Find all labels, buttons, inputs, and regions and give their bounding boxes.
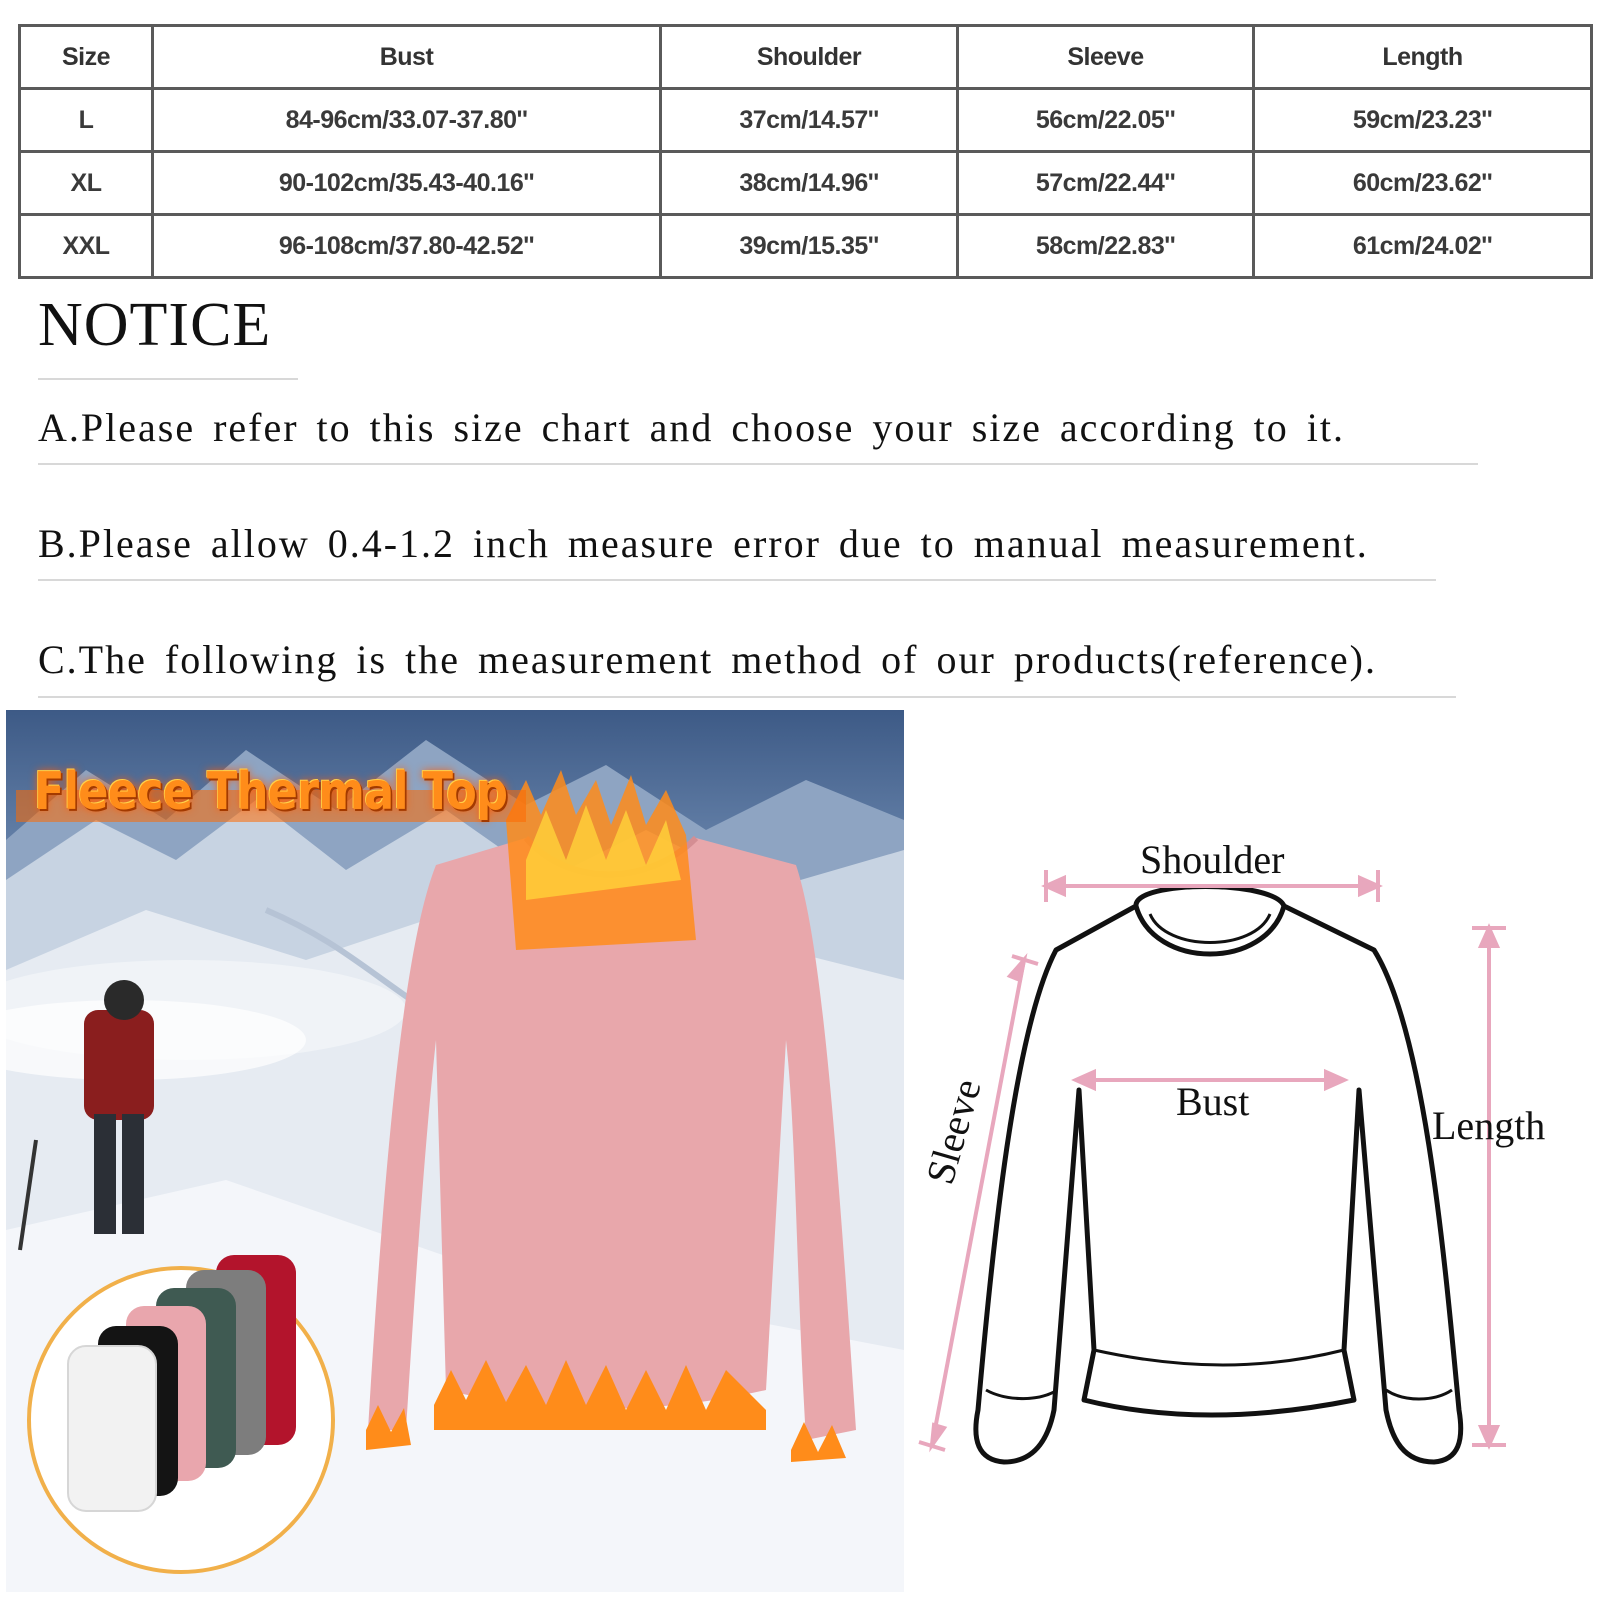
measurement-diagram — [904, 710, 1594, 1592]
size-chart-table — [18, 24, 1593, 279]
notice-line-b: B.Please allow 0.4-1.2 inch measure error due to manual measurement. — [38, 521, 1369, 566]
mountain-scene-illustration — [6, 710, 904, 1592]
length-label: Length — [1432, 1103, 1546, 1148]
notice-divider-a — [38, 463, 1478, 465]
product-photo — [6, 710, 904, 1592]
sleeve-label: Sleeve — [916, 1074, 990, 1189]
notice-divider-c — [38, 696, 1456, 698]
header-size: Size — [20, 26, 153, 89]
notice-line-a: A.Please refer to this size chart and choose your size according to it. — [38, 405, 1345, 450]
header-sleeve: Sleeve — [958, 26, 1254, 89]
cell-length: 59cm/23.23'' — [1254, 89, 1592, 152]
cell-shoulder: 39cm/15.35'' — [661, 215, 958, 278]
cell-sleeve: 58cm/22.83'' — [958, 215, 1254, 278]
header-length: Length — [1254, 26, 1592, 89]
table-row — [20, 89, 1592, 152]
table-header-row — [20, 26, 1592, 89]
cell-length: 60cm/23.62'' — [1254, 152, 1592, 215]
table-row — [20, 215, 1592, 278]
cell-bust: 96-108cm/37.80-42.52'' — [153, 215, 661, 278]
shoulder-label: Shoulder — [1140, 837, 1285, 882]
notice-line-c: C.The following is the measurement method of our products(reference). — [38, 637, 1377, 682]
bust-label: Bust — [1176, 1079, 1250, 1124]
notice-title: NOTICE — [38, 291, 272, 359]
cell-length: 61cm/24.02'' — [1254, 215, 1592, 278]
header-bust: Bust — [153, 26, 661, 89]
cell-shoulder: 38cm/14.96'' — [661, 152, 958, 215]
table-row — [20, 152, 1592, 215]
cell-size: L — [20, 89, 153, 152]
product-title: Fleece Thermal Top — [34, 762, 508, 822]
cell-shoulder: 37cm/14.57'' — [661, 89, 958, 152]
cell-size: XL — [20, 152, 153, 215]
variant-white — [68, 1346, 156, 1511]
notice-title-divider — [38, 378, 298, 380]
cell-sleeve: 56cm/22.05'' — [958, 89, 1254, 152]
cell-sleeve: 57cm/22.44'' — [958, 152, 1254, 215]
hiker-jacket — [84, 1010, 154, 1120]
notice-divider-b — [38, 579, 1436, 581]
cell-size: XXL — [20, 215, 153, 278]
header-shoulder: Shoulder — [661, 26, 958, 89]
cell-bust: 84-96cm/33.07-37.80'' — [153, 89, 661, 152]
cell-bust: 90-102cm/35.43-40.16'' — [153, 152, 661, 215]
